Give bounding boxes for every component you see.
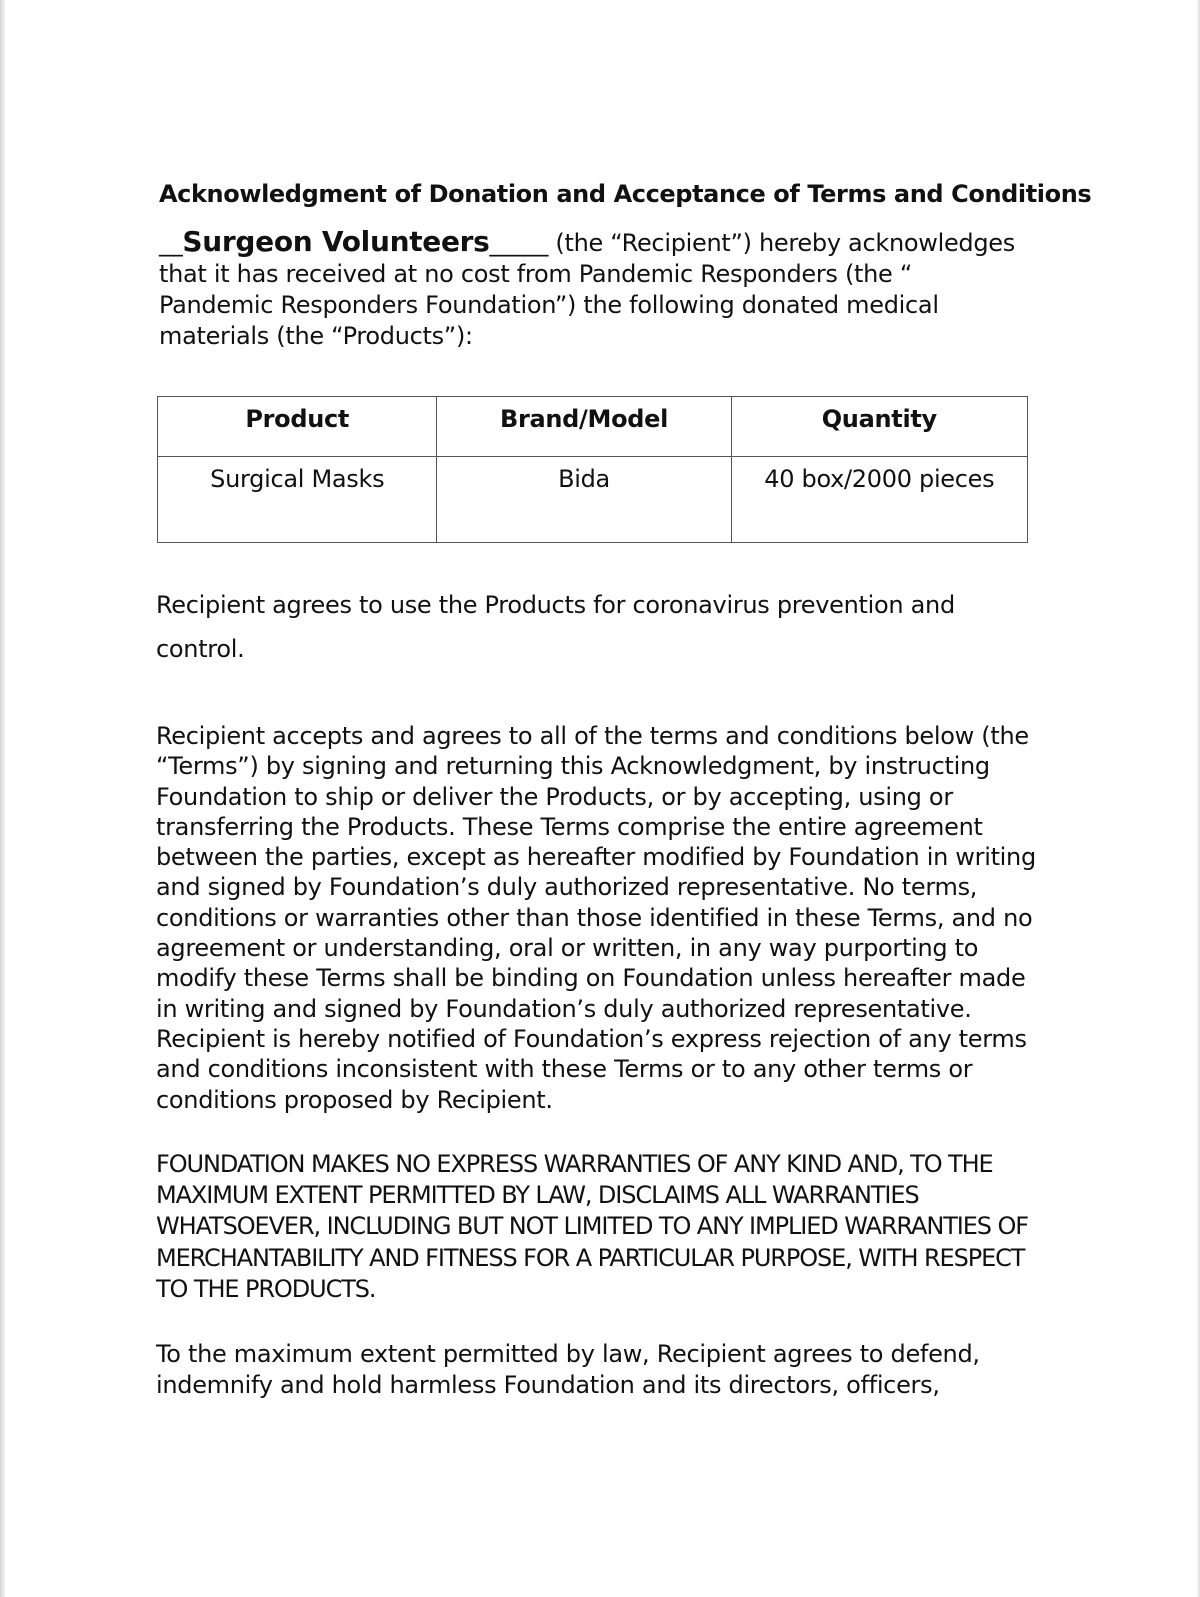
terms-paragraph: Recipient accepts and agrees to all of the terms and conditions below (the “Terms”) by signing and returning this Acknowledgment, by instructing Foundation to ship or deliver the Products, or by accepting, using or transferring the Products. These Terms comprise the entire agreement between the parties, except as hereafter modified by Foundation in writing and signed by Foundation’s duly authorized representative. No terms, conditions or warranties other than those identified in these Terms, and no agreement or understanding, oral or written, in any way purporting to modify these Terms shall be binding on Foundation unless hereafter made in writing and signed by Foundation’s duly authorized representative. Recipient is hereby notified of Foundation’s express rejection of any terms and conditions inconsistent with these Terms or to any other terms or conditions proposed by Recipient. (156, 722, 1036, 1114)
document-title: Acknowledgment of Donation and Acceptance of Terms and Conditions (159, 180, 1092, 208)
blank-line-after: _____ (489, 229, 549, 257)
table-header-row (158, 397, 1028, 457)
warranty-disclaimer-paragraph: FOUNDATION MAKES NO EXPRESS WARRANTIES OF ANY KIND AND, TO THE MAXIMUM EXTENT PERMITTED BY LAW, DISCLAIMS ALL WARRANTIES WHATSOEVER, INCLUDING BUT NOT LIMITED TO ANY IMPLIED WARRANTIES OF MERCHANTABILITY AND FITNESS FOR A PARTICULAR PURPOSE, WITH RESPECT TO THE PRODUCTS. (156, 1149, 1028, 1304)
header-brand-model: Brand/Model (437, 397, 731, 457)
table-row (158, 457, 1028, 543)
cell-brand-model: Bida (437, 457, 731, 543)
document-page (156, 176, 1092, 1401)
indemnification-paragraph: To the maximum extent permitted by law, Recipient agrees to defend, indemnify and hold harmless Foundation and its directors, officers, (156, 1340, 980, 1400)
cell-product: Surgical Masks (158, 457, 437, 543)
header-quantity: Quantity (731, 397, 1027, 457)
recipient-name: Surgeon Volunteers (182, 225, 490, 258)
donation-items-table (157, 396, 1028, 543)
cell-quantity: 40 box/2000 pieces (731, 457, 1027, 543)
page-edge-left (0, 0, 5, 1597)
blank-line-before: __ (159, 229, 183, 257)
intro-text: (the “Recipient”) hereby acknowledges that it has received at no cost from Pandemic Responders (the “ Pandemic Responders Foundation”) the following donated medical materials (the “Products”): (159, 229, 1015, 350)
use-paragraph: Recipient agrees to use the Products for coronavirus prevention and control. (156, 591, 955, 663)
intro-paragraph (159, 226, 1019, 352)
header-product: Product (158, 397, 437, 457)
